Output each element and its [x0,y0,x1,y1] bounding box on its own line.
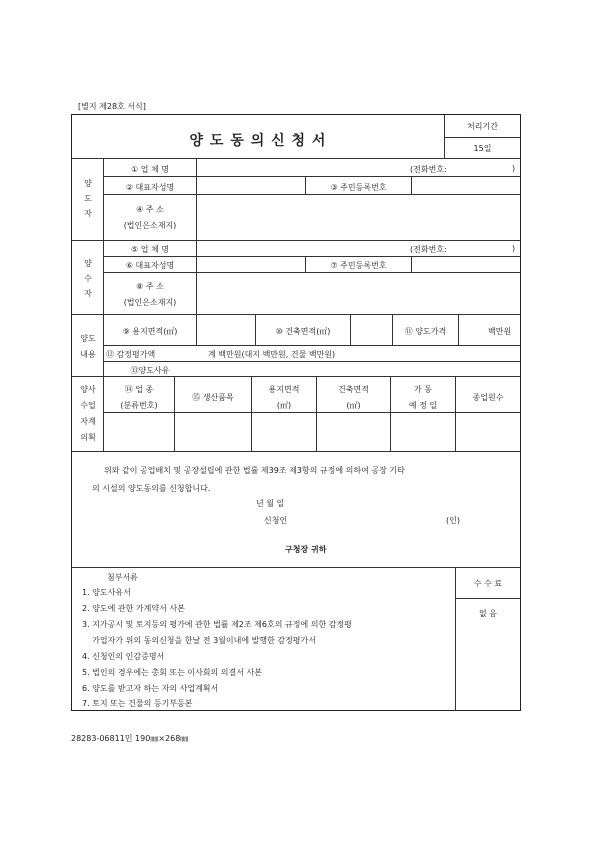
seal-mark: (인) [446,516,460,525]
transfer-price-unit: 백만원 [488,327,512,336]
assignee-address-sub: (법인은소재지) [123,298,177,307]
attachment-item: 3. 지가공시 및 토지등의 평가에 관한 법률 제2조 제6호의 규정에 의한 감정평 [82,620,352,629]
land-area-label: ⑨ 용지면적(㎡) [122,327,178,336]
plan-side-label-2: 수업 [80,401,96,410]
assignor-address-label: ④ 주 소 [136,205,164,214]
assignee-resident-no-label: ⑦ 주민등록번호 [330,261,387,270]
assignee-phone-label: (전화번호: [410,245,447,254]
form-footer: 28283-06811민 190㎜×268㎜ [71,734,189,743]
assignor-phone-label: (전화번호: [410,165,447,174]
statement-date: 년 월 일 [256,499,285,508]
assignee-rep-label: ⑥ 대표자성명 [125,261,175,270]
attachment-item: 4. 신청인의 인감증명서 [82,652,165,661]
transfer-side-label-1: 양도 [80,334,96,343]
assignor-rep-label: ② 대표자성명 [125,183,175,192]
products-label: ⑮ 생산품목 [192,393,234,402]
industry-label: ⑭ 업 종 [124,385,154,394]
attachment-item: 가업자가 위의 동의신청을 한날 전 3월이내에 발행한 감정평가서 [82,636,316,645]
plan-side-label-3: 자계 [80,417,96,426]
assignor-company-label: ① 업 체 명 [131,165,169,174]
attachment-item: 5. 법인의 경우에는 총회 또는 이사회의 의결서 사본 [82,668,262,677]
assignee-phone-close: ) [512,244,516,253]
fee-label: 수 수 료 [473,579,503,588]
assignee-company-label: ⑤ 업 체 명 [131,245,169,254]
assignor-phone-close: ) [512,164,516,173]
plan-side-label-4: 의획 [80,433,96,442]
transfer-side-label-2: 내용 [80,350,96,359]
industry-sub: (분류번호) [120,401,158,410]
employees-label: 종업원수 [472,393,504,402]
operation-label-2: 예 정 일 [408,401,438,410]
statement-line-2: 의 시설의 양도동의를 신청합니다. [92,484,211,493]
plan-land-unit: (㎡) [276,401,292,410]
transfer-reason-label: ⑬양도사유 [130,366,170,375]
building-area-label: ⑩ 건축면적(㎡) [275,327,331,336]
plan-building-unit: (㎡) [346,401,361,410]
processing-period-value: 15일 [473,144,492,153]
assignee-side-label: 양수자 [84,259,92,298]
attachment-item: 1. 양도사유서 [82,588,131,597]
attachment-item: 2. 양도에 관한 가계약서 사본 [82,604,185,613]
statement-line-1: 위와 같이 공업배치 및 공장설립에 관한 법률 제39조 제3항의 규정에 의하여 공장 기타 [104,466,405,475]
plan-building-area-label: 건축면적 [338,385,369,394]
assignor-resident-no-label: ③ 주민등록번호 [330,183,387,192]
appraisal-detail: 계 백만원(대지 백만원, 건물 백만원) [208,350,336,359]
plan-land-area-label: 용지면적 [268,385,300,394]
assignor-side-label: 양도자 [84,179,92,218]
appraisal-label: ⑫ 감정평가액 [106,350,156,359]
form-number: [별지 제28호 서식] [78,102,146,111]
assignee-address-label: ⑧ 주 소 [136,282,164,291]
attachment-item: 6. 양도를 받고자 하는 자의 사업계획서 [82,684,219,693]
attachments-header: 첨부서류 [107,573,138,582]
applicant-label: 신청인 [264,516,288,525]
addressee: 구청장 귀하 [285,545,327,554]
assignor-address-sub: (법인은소재지) [123,221,177,230]
operation-label-1: 가 동 [414,385,432,394]
plan-side-label-1: 양사 [80,385,96,394]
form-title: 양 도 동 의 신 청 서 [189,133,327,149]
attachment-item: 7. 토지 또는 건물의 등기부등본 [82,699,193,708]
transfer-price-label: ⑪ 양도가격 [404,327,447,336]
fee-value: 없 음 [479,609,497,618]
processing-period-label: 처리기간 [467,122,498,131]
